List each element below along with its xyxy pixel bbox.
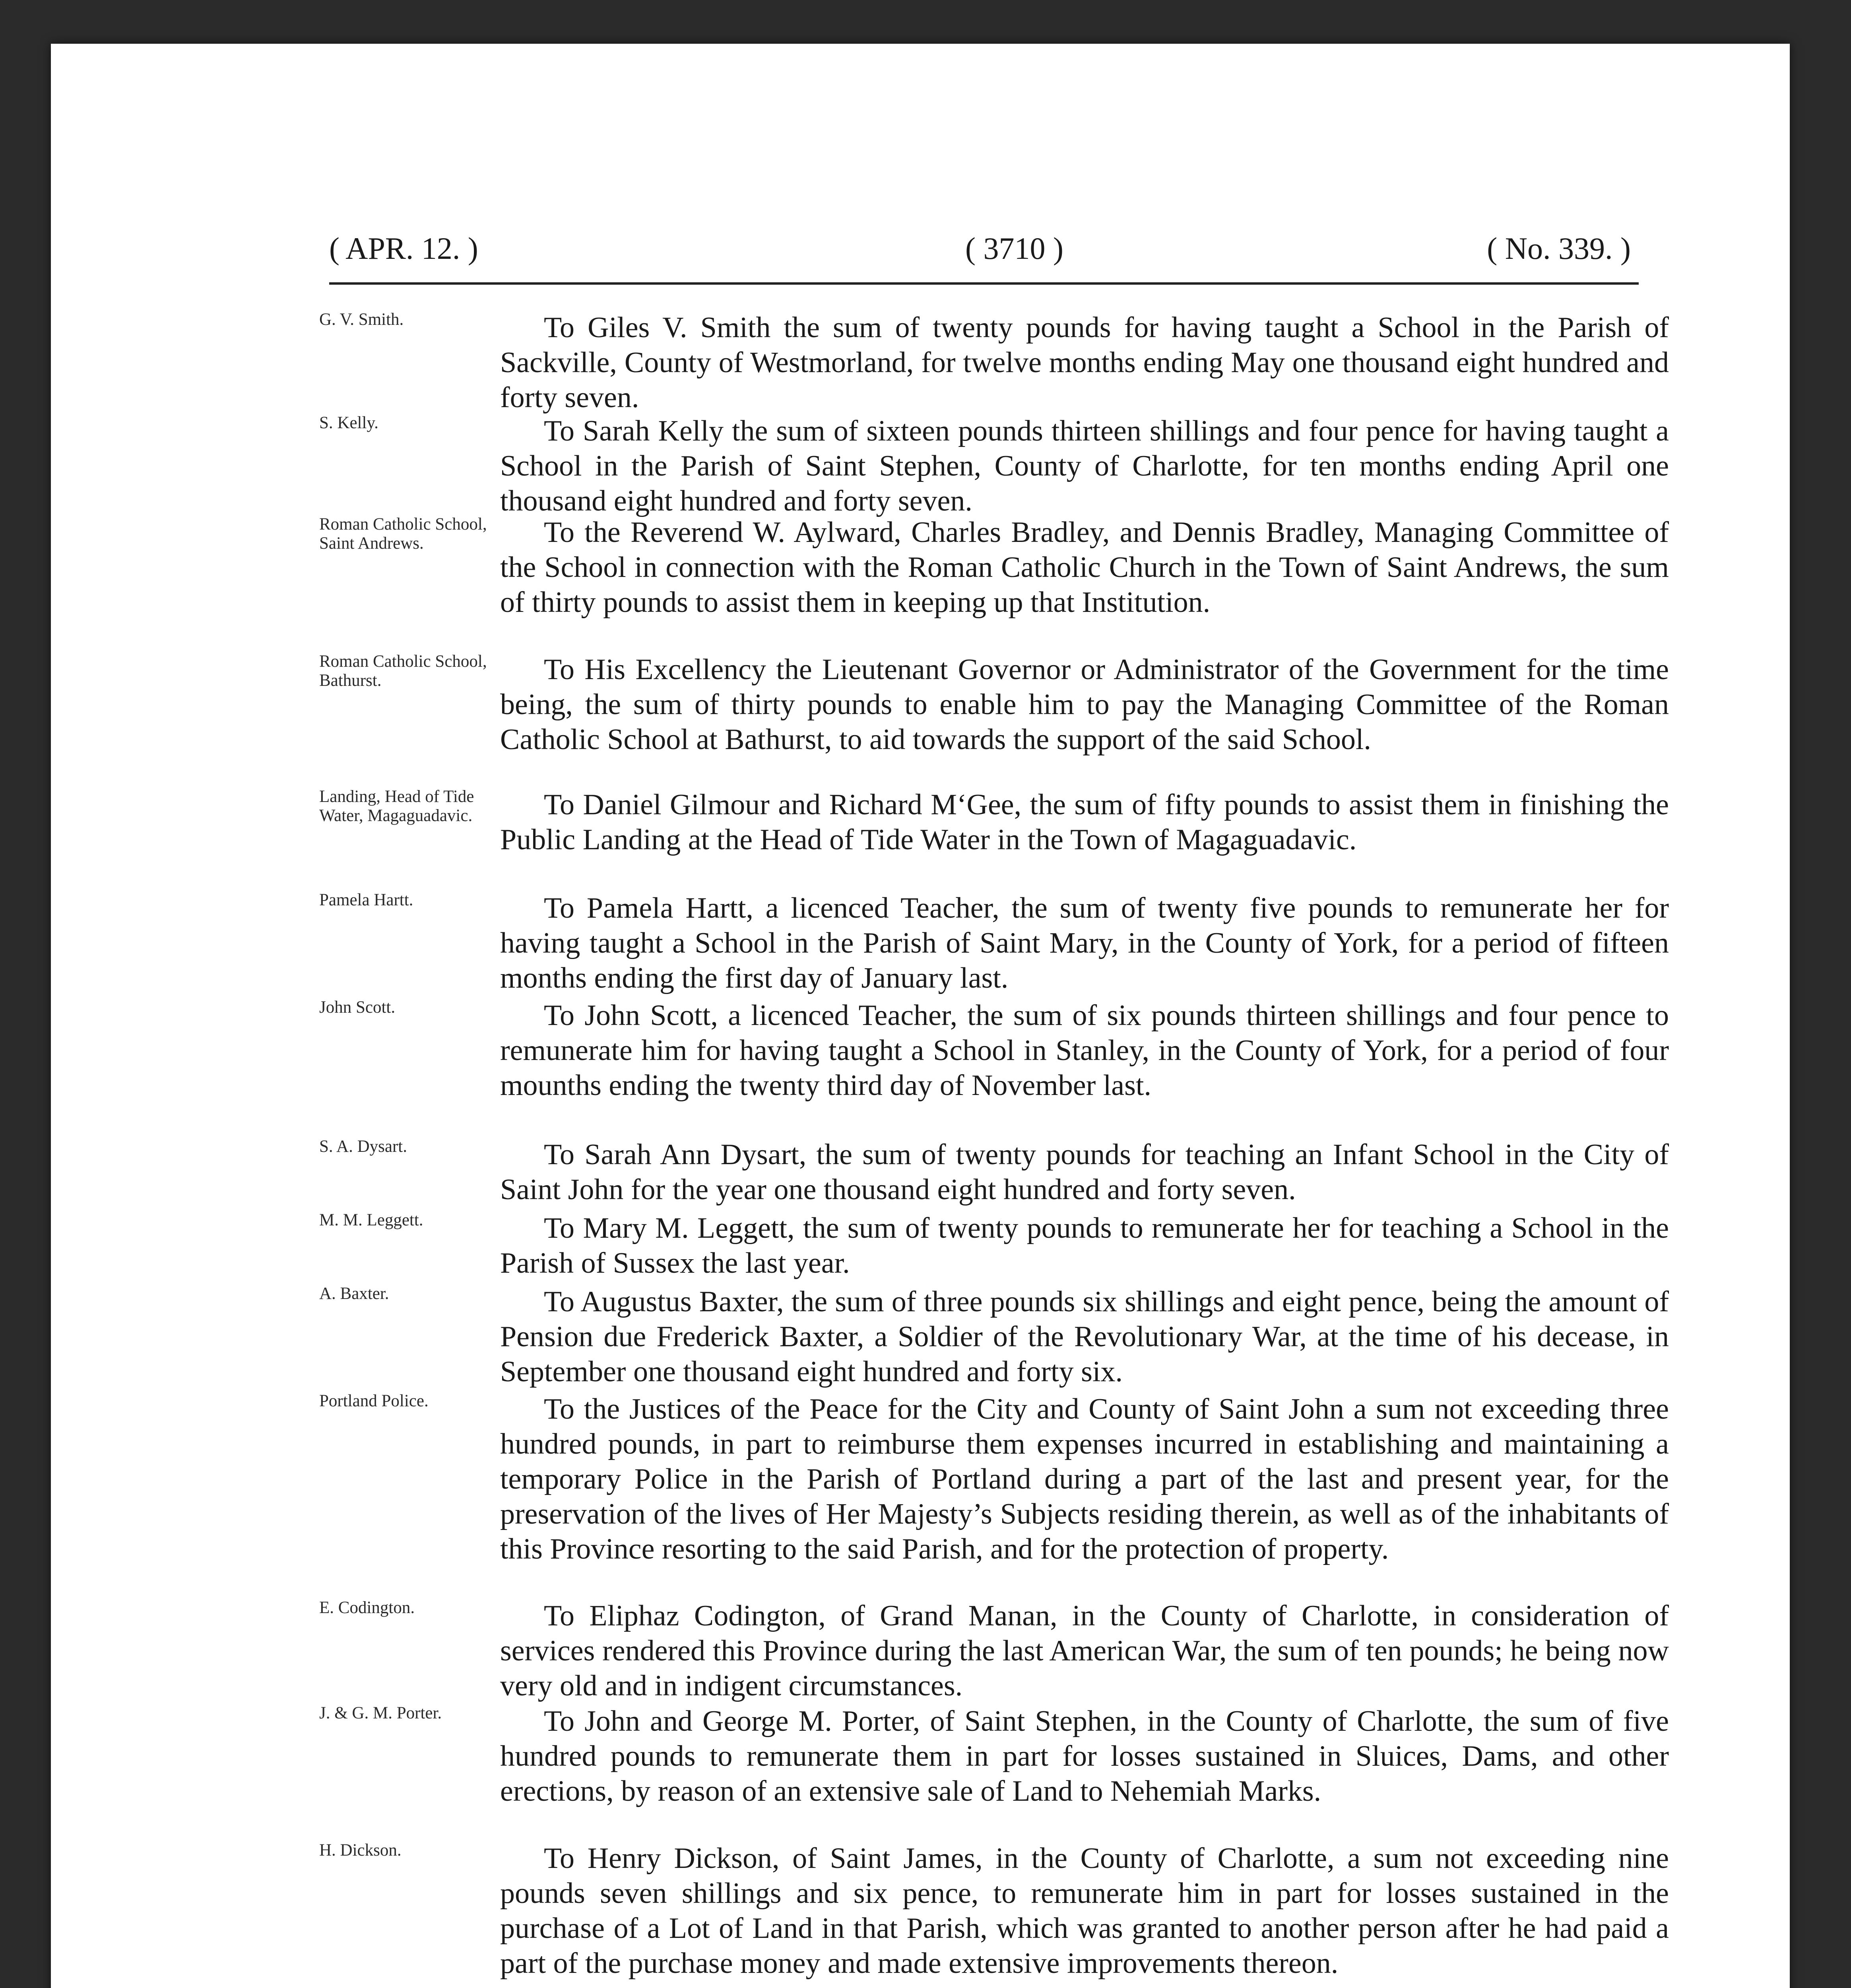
margin-note: S. Kelly.: [319, 414, 378, 432]
entry-text: To Sarah Kelly the sum of sixteen pounds thirteen shillings and four pence for having taught a School in the Parish of Saint Stephen, County of Charlotte, for ten months ending April one thousand eight hundred and forty seven.: [500, 415, 1669, 517]
margin-note: Portland Police.: [319, 1392, 429, 1410]
entry-text: To John Scott, a licenced Teacher, the sum of six pounds thirteen shillings and four pence to remunerate him for having taught a School in Stanley, in the County of York, for a period of four mounths ending the twenty third day of November last.: [500, 999, 1669, 1102]
margin-note: S. A. Dysart.: [319, 1137, 407, 1156]
entry-text: To Sarah Ann Dysart, the sum of twenty pounds for teaching an Infant School in the City of Saint John for the year one thousand eight hundred and forty seven.: [500, 1138, 1669, 1206]
entry-text: To Daniel Gilmour and Richard M‘Gee, the sum of fifty pounds to assist them in finishing the Public Landing at the Head of Tide Water in the Town of Magaguadavic.: [500, 788, 1669, 856]
margin-note: John Scott.: [319, 998, 396, 1017]
margin-note: M. M. Leggett.: [319, 1211, 423, 1229]
entry-text: To John and George M. Porter, of Saint Stephen, in the County of Charlotte, the sum of five hundred pounds to remunerate them in part for losses sustained in Sluices, Dams, and other erections, by reason of an extensive sale of Land to Nehemiah Marks.: [500, 1705, 1669, 1807]
header-date: ( APR. 12. ): [329, 231, 478, 266]
entry-text: To His Excellency the Lieutenant Governor or Administrator of the Government for the time being, the sum of thirty pounds to enable him to pay the Managing Committee of the Roman Catholic School at Bathurst, to aid towards the support of the said School.: [500, 653, 1669, 756]
entry-text: To the Reverend W. Aylward, Charles Bradley, and Dennis Bradley, Managing Committee of the School in connection with the Roman Catholic Church in the Town of Saint Andrews, the sum of thirty pounds to assist them in keeping up that Institution.: [500, 516, 1669, 619]
header-act-number: ( No. 339. ): [1487, 231, 1631, 266]
margin-note: H. Dickson.: [319, 1841, 402, 1860]
margin-note: Landing, Head of Tide Water, Magaguadavic.: [319, 787, 474, 825]
entry-text: To Eliphaz Codington, of Grand Manan, in the County of Charlotte, in consideration of services rendered this Province during the last American War, the sum of ten pounds; he being now very old and in indigent circumstances.: [500, 1600, 1669, 1702]
margin-note: A. Baxter.: [319, 1284, 389, 1303]
margin-note: J. & G. M. Porter.: [319, 1704, 442, 1722]
entry-text: To Henry Dickson, of Saint James, in the County of Charlotte, a sum not exceeding nine pounds seven shillings and six pence, to remunerate him in part for losses sustained in the purchase of a Lot of Land in that Parish, which was granted to another person after he had paid a part of the purchase money and made extensive improvements thereon.: [500, 1842, 1669, 1980]
margin-note: Roman Catholic School, Saint Andrews.: [319, 515, 487, 553]
entry-text: To Giles V. Smith the sum of twenty pounds for having taught a School in the Parish of Sackville, County of Westmorland, for twelve months ending May one thousand eight hundred and forty seven.: [500, 311, 1669, 414]
margin-note: G. V. Smith.: [319, 310, 404, 329]
header-page-number: ( 3710 ): [965, 231, 1063, 266]
margin-note: Pamela Hartt.: [319, 891, 413, 909]
entry-text: To Augustus Baxter, the sum of three pounds six shillings and eight pence, being the amount of Pension due Frederick Baxter, a Soldier of the Revolutionary War, at the time of his decease, in September one thousand eight hundred and forty six.: [500, 1285, 1669, 1388]
page-header: [329, 215, 1639, 285]
margin-note: E. Codington.: [319, 1598, 415, 1617]
document-page: [51, 44, 1790, 1988]
entry-text: To Pamela Hartt, a licenced Teacher, the sum of twenty five pounds to remunerate her for having taught a School in the Parish of Saint Mary, in the County of York, for a period of fifteen months ending the first day of January last.: [500, 892, 1669, 994]
margin-note: Roman Catholic School, Bathurst.: [319, 652, 487, 690]
entry-text: To Mary M. Leggett, the sum of twenty pounds to remunerate her for teaching a School in the Parish of Sussex the last year.: [500, 1212, 1669, 1279]
entry-text: To the Justices of the Peace for the City and County of Saint John a sum not exceeding three hundred pounds, in part to reimburse them expenses incurred in establishing and maintaining a temporary Police in the Parish of Portland during a part of the last and present year, for the preservation of the lives of Her Majesty’s Subjects residing therein, as well as of the inhabitants of this Province resorting to the said Parish, and for the protection of property.: [500, 1393, 1669, 1565]
